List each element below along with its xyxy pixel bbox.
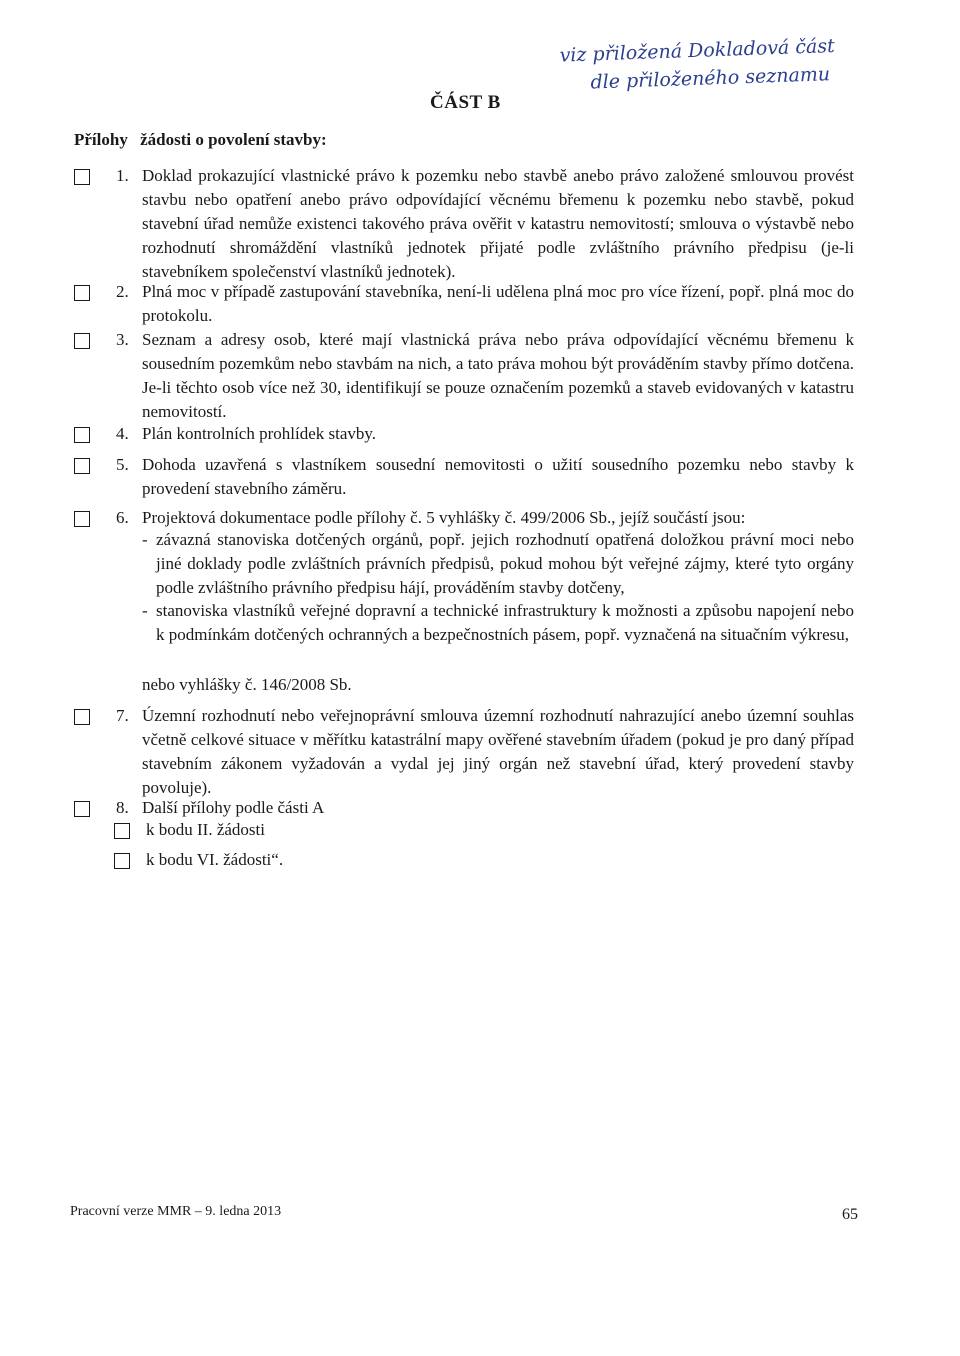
checkbox-item-5[interactable]: [74, 458, 90, 474]
checkbox-item-7[interactable]: [74, 709, 90, 725]
bullet-item: - závazná stanoviska dotčených orgánů, popř. jejich rozhodnutí opatřená doložkou právní moci nebo jiné doklady podle zvláštních právních předpisů, pokud mohou být veřejné zájmy, které tyto orgány podle zvláštního právního předpisu hájí, prováděním stavby dotčeny,: [142, 528, 854, 600]
item-text: Seznam a adresy osob, které mají vlastnická práva nebo práva odpovídající věcnému břemenu k sousedním pozemkům nebo stavbám na nich, a tato práva mohou být prováděním stavby přímo dotčena. Je-li těchto osob více než 30, identifikují se pouze označením pozemků a staveb evidovaných v katastru nemovitostí.: [142, 330, 854, 421]
item-number: 4.: [116, 424, 129, 443]
handwritten-note-line-1: viz přiložená Dokladová část: [559, 34, 836, 67]
checkbox-sub-item-bod-vi[interactable]: [114, 853, 130, 869]
bullet-text: stanoviska vlastníků veřejné dopravní a technické infrastruktury k možnosti a způsobu napojení nebo k podmínkám dotčených ochranných a bezpečnostních pásem, popř. vyznačená na situačním výkresu,: [156, 601, 854, 644]
checkbox-item-4[interactable]: [74, 427, 90, 443]
item-number: 5.: [116, 455, 129, 474]
checkbox-sub-item-bod-ii[interactable]: [114, 823, 130, 839]
handwritten-note-line-2: dle přiloženého seznamu: [590, 63, 831, 94]
bullet-item: - stanoviska vlastníků veřejné dopravní a technické infrastruktury k možnosti a způsobu napojení nebo k podmínkám dotčených ochranných a bezpečnostních pásem, popř. vyznačená na situačním výkresu,: [142, 599, 854, 647]
item-number: 2.: [116, 282, 129, 301]
page-number: 65: [842, 1206, 858, 1223]
checkbox-item-2[interactable]: [74, 285, 90, 301]
item-text: Další přílohy podle části A: [142, 798, 325, 817]
item-6-tail: nebo vyhlášky č. 146/2008 Sb.: [142, 675, 352, 694]
item-text: Projektová dokumentace podle přílohy č. 5 vyhlášky č. 499/2006 Sb., jejíž součástí jsou:: [142, 508, 746, 527]
item-number: 3.: [116, 330, 129, 349]
section-heading-title: žádosti o povolení stavby:: [140, 130, 327, 149]
part-title: ČÁST B: [430, 92, 501, 113]
item-text: Územní rozhodnutí nebo veřejnoprávní smlouva územní rozhodnutí nahrazující anebo územní souhlas včetně celkové situace v měřítku katastrální mapy ověřené stavebním úřadem (pokud je pro daný případ stavebním zákonem vyžadován a vydal jej jiný orgán než stavební úřad, který provedení stavby povoluje).: [142, 706, 854, 797]
bullet-text: závazná stanoviska dotčených orgánů, popř. jejich rozhodnutí opatřená doložkou právní moci nebo jiné doklady podle zvláštních právních předpisů, pokud mohou být veřejné zájmy, které tyto orgány podle zvláštního právního předpisu hájí, prováděním stavby dotčeny,: [156, 530, 854, 597]
checkbox-item-8[interactable]: [74, 801, 90, 817]
sub-item-label: k bodu VI. žádosti“.: [146, 850, 284, 869]
item-number: 7.: [116, 706, 129, 725]
item-number: 6.: [116, 508, 129, 527]
item-number: 8.: [116, 798, 129, 817]
item-text: Plná moc v případě zastupování stavebníka, není-li udělena plná moc pro více řízení, popř. plná moc do protokolu.: [142, 282, 854, 325]
sub-item-label: k bodu II. žádosti: [146, 820, 265, 839]
checkbox-item-6[interactable]: [74, 511, 90, 527]
item-number: 1.: [116, 166, 129, 185]
item-text: Doklad prokazující vlastnické právo k pozemku nebo stavbě anebo právo založené smlouvou provést stavbu nebo opatření anebo právo odpovídající věcnému břemenu k pozemku nebo stavbě, pokud stavební úřad nemůže existenci takového práva ověřit v katastru nemovitostí; smlouva o výstavbě nebo rozhodnutí shromáždění vlastníků jednotek přijaté podle zvláštního právního předpisu (je-li stavebníkem společenství vlastníků jednotek).: [142, 166, 854, 281]
footer-version: Pracovní verze MMR – 9. ledna 2013: [70, 1204, 282, 1219]
checkbox-item-3[interactable]: [74, 333, 90, 349]
checkbox-item-1[interactable]: [74, 169, 90, 185]
handwritten-note: [559, 30, 881, 97]
section-heading: [74, 130, 327, 150]
item-text: Plán kontrolních prohlídek stavby.: [142, 424, 377, 443]
item-text: Dohoda uzavřená s vlastníkem sousední nemovitosti o užití sousedního pozemku nebo stavby k provedení stavebního záměru.: [142, 455, 854, 498]
section-heading-label: Přílohy: [74, 130, 128, 149]
